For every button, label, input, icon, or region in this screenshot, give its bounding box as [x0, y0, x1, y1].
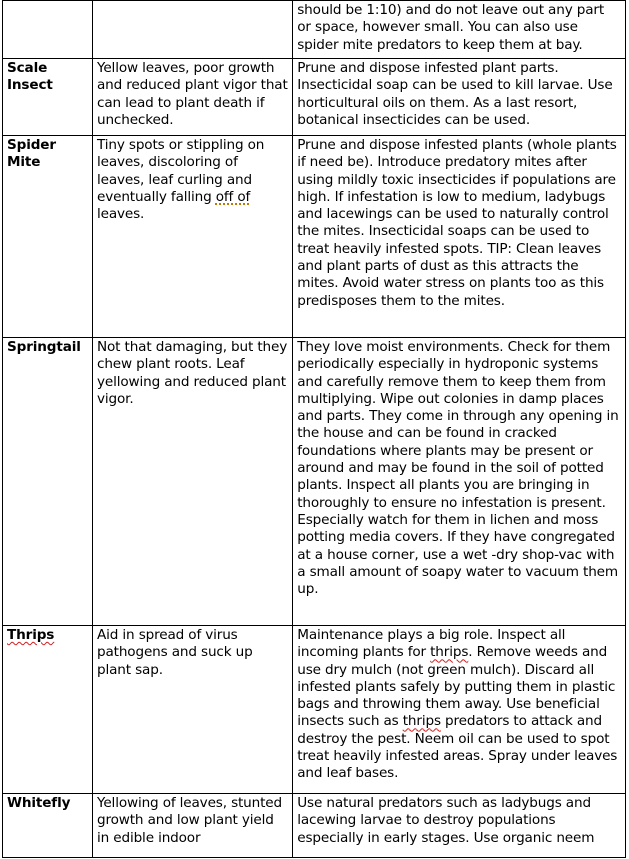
- damage-cell: Yellow leaves, poor growth and reduced plant vigor that can lead to plant death if unchecked.: [93, 59, 293, 136]
- document-page: [2, 0, 626, 858]
- damage-cell: [93, 136, 293, 338]
- pest-name-cell: [3, 626, 93, 794]
- control-cell: Prune and dispose infested plants (whole plants if need be). Introduce predatory mites after using mildly toxic insecticides if populations are high. If infestation is low to medium, ladybugs and lacewings can be used to naturally control the mites. Insecticidal soaps can be used to treat heavily infested spots. TIP: Clean leaves and plant parts of dust as this attracts the mites. Avoid water stress on plants too as this predisposes them to the mites.: [293, 136, 626, 338]
- control-cell: [293, 626, 626, 794]
- spelling-flagged-text: thrips: [430, 644, 469, 661]
- damage-cell: [93, 1, 293, 59]
- pest-control-table: [2, 0, 626, 858]
- damage-cell: Aid in spread of virus pathogens and suck up plant sap.: [93, 626, 293, 794]
- table-row: [3, 794, 626, 858]
- control-text: predators to attack and destroy the pest. Neem oil can be used to spot treat heavily infested areas. Spray under leaves and leaf bases.: [297, 713, 618, 782]
- control-cell: Use natural predators such as ladybugs and lacewing larvae to destroy populations especially in early stages. Use organic neem: [293, 794, 626, 858]
- control-cell: They love moist environments. Check for them periodically especially in hydroponic systems and carefully remove them to keep them from multiplying. Wipe out colonies in damp places and parts. They come in through any opening in the house and can be found in cracked foundations where plants may be present or around and may be found in the soil of potted plants. Inspect all plants you are bringing in thoroughly to ensure no infestation is present. Especially watch for them in lichen and moss potting media covers. If they have congregated at a house corner, use a wet -dry shop-vac with a small amount of soapy water to vacuum them up.: [293, 338, 626, 626]
- table-row: [3, 1, 626, 59]
- control-text: . Remove weeds and use dry mulch (not green mulch). Discard all infested plants safely by putting them in plastic bags and throwing them away. Use beneficial insects such as: [297, 644, 616, 730]
- pest-name-cell: Scale Insect: [3, 59, 93, 136]
- control-cell: should be 1:10) and do not leave out any part or space, however small. You can also use spider mite predators to keep them at bay.: [293, 1, 626, 59]
- damage-cell: Yellowing of leaves, stunted growth and low plant yield in edible indoor: [93, 794, 293, 858]
- pest-name-cell: Springtail: [3, 338, 93, 626]
- table-row: [3, 338, 626, 626]
- damage-cell: Not that damaging, but they chew plant roots. Leaf yellowing and reduced plant vigor.: [93, 338, 293, 626]
- pest-name-cell: Whitefly: [3, 794, 93, 858]
- spelling-flagged-text: thrips: [402, 713, 441, 730]
- spelling-flagged-text: Thrips: [7, 627, 55, 643]
- damage-text: leaves.: [97, 206, 145, 223]
- table-row: [3, 626, 626, 794]
- control-cell: Prune and dispose infested plant parts. Insecticidal soap can be used to kill larvae. Use horticultural oils on them. As a last resort, botanical insecticides can be used.: [293, 59, 626, 136]
- table-row: [3, 59, 626, 136]
- control-text: Maintenance plays a big role. Inspect all incoming plants for: [297, 627, 566, 661]
- pest-name-cell: Spider Mite: [3, 136, 93, 338]
- pest-name-cell: [3, 1, 93, 59]
- grammar-flagged-text: off of: [215, 188, 251, 205]
- table-row: [3, 136, 626, 338]
- damage-text: Tiny spots or stippling on leaves, discoloring of leaves, leaf curling and eventually falling: [97, 137, 265, 205]
